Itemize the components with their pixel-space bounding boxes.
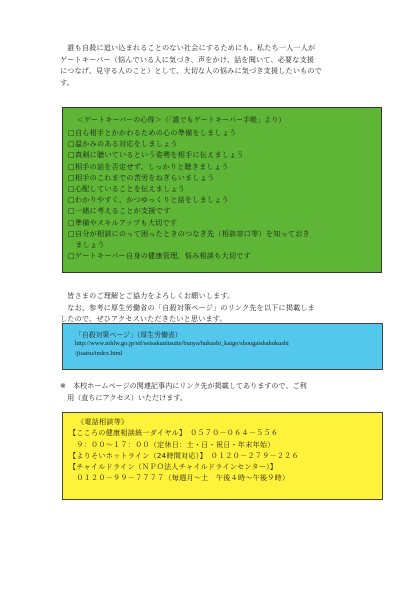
guideline-item: □相手のこれまでの苦労をねぎらいましょう: [68, 172, 215, 182]
hotline-item: 【よりそいホットライン（24時間対応）】 ０１２０－２７９－２２６: [69, 450, 299, 460]
note-line: 用（直ちにアクセス）いただけます。: [60, 392, 187, 402]
intro-line: 誰も自殺に追い込まれることのない社会にするためにも、私たち一人一人が: [60, 43, 316, 52]
middle-paragraph: [60, 290, 382, 325]
suicide-prevention-link-box: [62, 323, 383, 370]
note-line: ※ 本校ホームページの関連記事内にリンク先が掲載してありますので、ご利: [60, 381, 307, 390]
middle-line: したので、ぜひアクセスいただきたいと思います。: [60, 314, 227, 323]
gatekeeper-guidelines-title: ＜ゲートキーパーの心得＞（「誰でもゲートキーパー手帳」より）: [77, 116, 286, 124]
guideline-item: □わかりやすく、かつゆっくりと話をしましょう: [68, 195, 229, 205]
guideline-item: ましょう: [68, 240, 105, 250]
intro-line: につなげ、見守る人のこと）として、大切な人の悩みに気づき支援したいもので: [60, 66, 323, 75]
hotline-hours: ０１２０－９９－７７７７（毎週月～土 午後４時～午後９時）: [69, 473, 290, 483]
hotline-item: 【チャイルドライン（ＮＰＯ法人チャイルドラインセンター）】: [69, 462, 278, 472]
phone-consultation-box: [62, 412, 383, 500]
intro-line: す。: [60, 77, 75, 87]
guideline-item: □自分が相談にのって困ったときのつなぎ先（相談窓口等）を知っておき: [68, 228, 310, 238]
middle-line: なお、参考に厚生労働省の「自殺対策ページ」のリンク先を以下に掲載しま: [60, 302, 315, 312]
guideline-item: □温かみのある対応をしましょう: [68, 139, 178, 149]
guideline-item: □自ら相手とかかわるための心の準備をしましょう: [68, 128, 237, 137]
homepage-note: [60, 380, 307, 403]
phone-consultation-title: 《電話相談等》: [77, 417, 129, 426]
intro-line: ゲートキーパー（悩んでいる人に気づき、声をかけ、話を聞いて、必要な支援: [60, 54, 315, 64]
gatekeeper-guidelines-list: [68, 127, 310, 261]
middle-line: 皆さまのご理解とご協力をよろしくお願いします。: [60, 291, 235, 300]
url-line[interactable]: http://www.mhlw.go.jp/stf/seisakunitsuite/bunya/hukushi_kaigo/shougaishahukushi: [75, 340, 289, 347]
guideline-item: □真剣に聴いているという姿勢を相手に伝えましょう: [68, 150, 244, 160]
guideline-item: □準備やスキルアップも大切です: [68, 217, 178, 227]
guideline-item: □相手の話を否定せず、しっかりと聴きましょう: [68, 161, 229, 171]
mhlw-url[interactable]: [75, 339, 289, 360]
link-box-title: 「自殺対策ページ」（厚生労働省）: [75, 331, 182, 339]
gatekeeper-guidelines-box: [62, 107, 382, 273]
hotline-item: 【こころの健康相談統一ダイヤル】 ０５７０－０６４－５５６: [69, 428, 279, 438]
guideline-item: □心配していることを伝えましょう: [68, 184, 186, 194]
url-line[interactable]: /jisatsu/index.html: [75, 350, 123, 358]
guideline-item: □ゲートキーパー自身の健康管理、悩み相談も大切です: [68, 251, 251, 261]
guideline-item: □一緒に考えることが支援です: [68, 206, 171, 216]
phone-consultation-list: [69, 416, 299, 484]
intro-paragraph: [60, 42, 382, 88]
hotline-hours: ９：００～１７：００（定休日：土・日・祝日・年末年始）: [69, 439, 275, 449]
